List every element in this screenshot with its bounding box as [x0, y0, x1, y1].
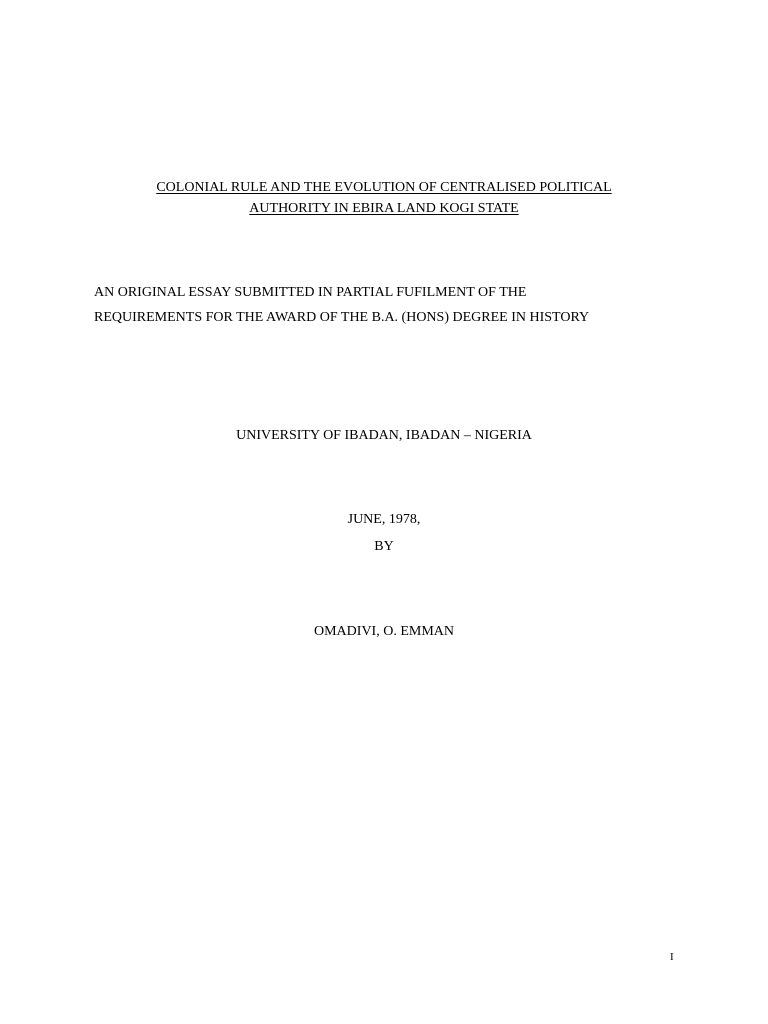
title-line-1: COLONIAL RULE AND THE EVOLUTION OF CENTRALISED POLITICAL [156, 180, 612, 195]
by-label: BY [374, 539, 394, 554]
statement-line-1: AN ORIGINAL ESSAY SUBMITTED IN PARTIAL FUFILMENT OF THE [94, 285, 527, 300]
page-number: I [670, 951, 674, 963]
title-line-2: AUTHORITY IN EBIRA LAND KOGI STATE [249, 201, 519, 216]
statement-line-2: REQUIREMENTS FOR THE AWARD OF THE B.A. (HONS) DEGREE IN HISTORY [94, 310, 590, 325]
author-name: OMADIVI, O. EMMAN [314, 624, 454, 639]
submission-date: JUNE, 1978, [347, 512, 421, 527]
institution: UNIVERSITY OF IBADAN, IBADAN – NIGERIA [236, 428, 532, 443]
